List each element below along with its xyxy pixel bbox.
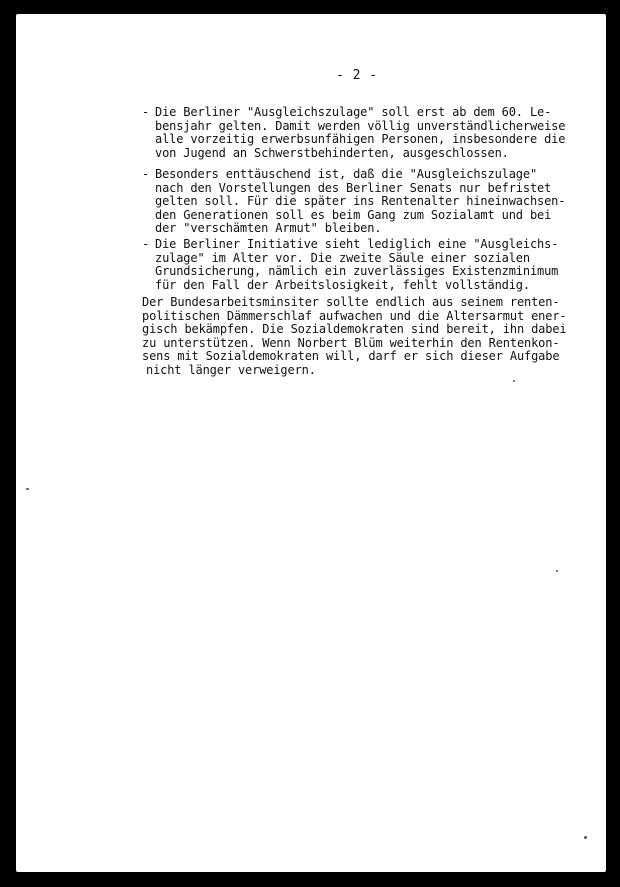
text-line: nicht länger verweigern. (146, 362, 316, 377)
bullet-text (155, 106, 565, 160)
bullet-text (155, 238, 558, 292)
text-line: Die Berliner Initiative sieht lediglich eine "Ausgleichs- (155, 237, 559, 251)
bullet-dash: - (142, 105, 150, 119)
text-line: sens mit Sozialdemokraten will, darf er sich dieser Aufgabe (142, 349, 560, 363)
text-line: zu unterstützen. Wenn Norbert Blüm weiterhin den Rentenkon- (142, 335, 560, 350)
bullet-item-3 (142, 238, 582, 294)
text-line: zulage" im Alter vor. Die zweite Säule einer sozialen (155, 250, 530, 265)
text-line: Besonders enttäuschend ist, daß die "Ausgleichszulage" (155, 167, 538, 181)
text-line: von Jugend an Schwerstbehinderten, ausgeschlossen. (155, 145, 509, 160)
text-line: Der Bundesarbeitsminsiter sollte endlich aus seinem renten- (142, 295, 560, 309)
text-line: bensjahr gelten. Damit werden völlig unverständlicherweise (155, 118, 566, 133)
bullet-dash: - (142, 167, 150, 181)
text-line: Die Berliner "Ausgleichszulage" soll erst ab dem 60. Le- (155, 105, 552, 119)
text-line: nach den Vorstellungen des Berliner Senats nur befristet (155, 180, 552, 195)
closing-paragraph (142, 296, 592, 377)
page-number: - 2 - (336, 68, 378, 83)
scan-speck (513, 380, 515, 382)
text-line: den Generationen soll es beim Gang zum Sozialamt und bei (155, 207, 552, 222)
text-line: gisch bekämpfen. Die Sozialdemokraten sind bereit, ihn dabei (142, 322, 567, 336)
text-line: Grundsicherung, nämlich ein zuverlässiges Existenzminimum (155, 264, 559, 278)
bullet-item-1 (142, 106, 582, 162)
bullet-item-2 (142, 168, 582, 238)
bullet-text (155, 168, 565, 236)
document-page (16, 14, 606, 872)
scan-speck (584, 836, 587, 839)
scan-speck (556, 570, 558, 572)
text-line: der "verschämten Armut" bleiben. (155, 221, 382, 235)
text-line: alle vorzeitig erwerbsunfähigen Personen, insbesondere die (155, 132, 566, 146)
text-line: politischen Dämmerschlaf aufwachen und die Altersarmut ener- (142, 308, 567, 323)
scan-speck (26, 488, 29, 490)
bullet-dash: - (142, 237, 150, 251)
text-line: für den Fall der Arbeitslosigkeit, fehlt vollständig. (155, 277, 530, 292)
text-line: gelten soll. Für die später ins Rentenalter hineinwachsen- (155, 194, 566, 208)
